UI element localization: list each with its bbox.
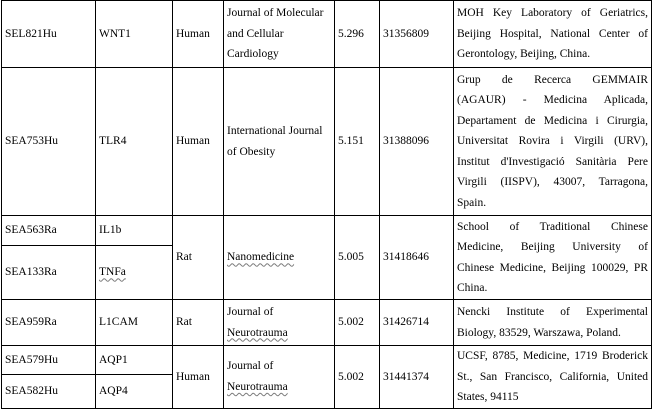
gene-cell: IL1b xyxy=(96,216,173,246)
product-id-cell: SEA579Hu xyxy=(2,346,96,375)
table-row xyxy=(2,1,652,68)
table-row xyxy=(2,346,652,375)
species-cell: Human xyxy=(173,68,224,216)
gene-cell: WNT1 xyxy=(96,1,173,68)
species-cell: Rat xyxy=(173,300,224,346)
product-id-cell: SEA582Hu xyxy=(2,375,96,408)
product-id-cell: SEA753Hu xyxy=(2,68,96,216)
gene-cell: AQP1 xyxy=(96,346,173,375)
impact-factor-cell: 5.002 xyxy=(335,346,380,409)
pmid-cell: 31388096 xyxy=(380,68,454,216)
gene-cell: AQP4 xyxy=(96,375,173,408)
pmid-cell: 31418646 xyxy=(380,216,454,300)
citation-table xyxy=(1,0,652,409)
product-id-cell: SEA133Ra xyxy=(2,246,96,300)
affiliation-cell: Nencki Institute of Experimental Biology, 83529, Warszawa, Poland. xyxy=(454,300,652,346)
gene-cell: TNFa xyxy=(96,246,173,300)
pmid-cell: 31426714 xyxy=(380,300,454,346)
impact-factor-cell: 5.002 xyxy=(335,300,380,346)
journal-cell: Journal of Molecular and Cellular Cardiology xyxy=(224,1,335,68)
gene-cell: TLR4 xyxy=(96,68,173,216)
table-row xyxy=(2,300,652,346)
affiliation-cell: UCSF, 8785, Medicine, 1719 Broderick St., San Francisco, California, United States, 94115 xyxy=(454,346,652,409)
species-cell: Human xyxy=(173,346,224,409)
affiliation-cell: Grup de Recerca GEMMAIR (AGAUR) - Medicina Aplicada, Departament de Medicina i Cirurgia, Universitat Rovira i Virgili (URV), Institut d'Investigació Sanitària Pere Virgili (IISPV), 43007, Tarragona, Spain. xyxy=(454,68,652,216)
impact-factor-cell: 5.296 xyxy=(335,1,380,68)
product-id-cell: SEA563Ra xyxy=(2,216,96,246)
impact-factor-cell: 5.005 xyxy=(335,216,380,300)
product-id-cell: SEL821Hu xyxy=(2,1,96,68)
affiliation-cell: School of Traditional Chinese Medicine, Beijing University of Chinese Medicine, Beijing 100029, PR China. xyxy=(454,216,652,300)
affiliation-cell: MOH Key Laboratory of Geriatrics, Beijing Hospital, National Center of Gerontology, Beijing, China. xyxy=(454,1,652,68)
species-cell: Rat xyxy=(173,216,224,300)
impact-factor-cell: 5.151 xyxy=(335,68,380,216)
product-id-cell: SEA959Ra xyxy=(2,300,96,346)
species-cell: Human xyxy=(173,1,224,68)
pmid-cell: 31441374 xyxy=(380,346,454,409)
journal-cell: Journal of Neurotrauma xyxy=(224,346,335,409)
journal-cell: Nanomedicine xyxy=(224,216,335,300)
table-row xyxy=(2,68,652,216)
table-row xyxy=(2,216,652,246)
journal-cell: Journal of Neurotrauma xyxy=(224,300,335,346)
gene-cell: L1CAM xyxy=(96,300,173,346)
pmid-cell: 31356809 xyxy=(380,1,454,68)
journal-cell: International Journal of Obesity xyxy=(224,68,335,216)
